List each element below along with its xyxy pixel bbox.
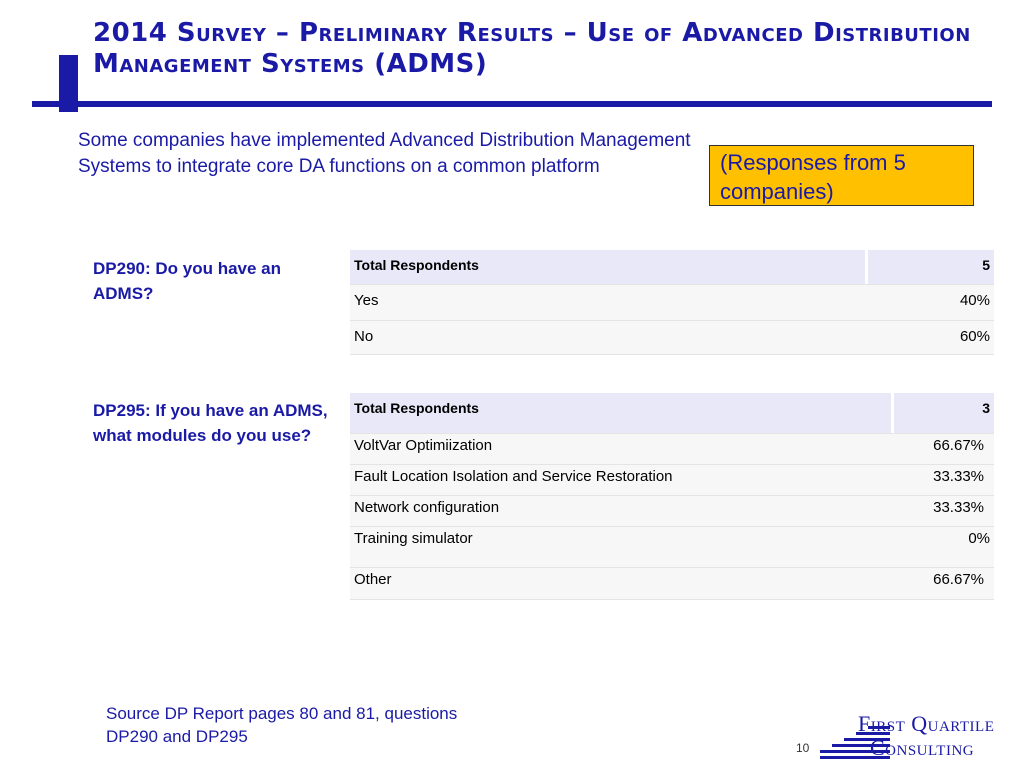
header-label: Total Respondents — [354, 257, 479, 273]
responses-callout: (Responses from 5 companies) — [709, 145, 974, 206]
page-title: 2014 Survey – Preliminary Results – Use of Advanced Distribution Management Systems (ADMS) — [93, 18, 971, 79]
row-value: 33.33% — [933, 468, 984, 485]
row-label: VoltVar Optimiization — [354, 437, 493, 454]
table-row — [350, 321, 994, 355]
header-label: Total Respondents — [354, 400, 479, 416]
company-logo — [858, 712, 1024, 760]
table-row — [350, 285, 994, 321]
table-row — [350, 496, 994, 527]
row-value: 33.33% — [933, 499, 984, 516]
row-label: Yes — [354, 292, 379, 309]
row-value: 0% — [968, 530, 990, 547]
row-label: Other — [354, 571, 392, 588]
table-row — [350, 527, 994, 568]
logo-line-1: First Quartile — [858, 711, 995, 736]
table-header-row — [350, 393, 994, 434]
row-label: Fault Location Isolation and Service Restoration — [354, 468, 673, 485]
table-header-row — [350, 250, 994, 285]
table-row — [350, 434, 994, 465]
dp295-table — [350, 393, 994, 600]
row-label: No — [354, 328, 374, 345]
row-value: 66.67% — [933, 437, 984, 454]
row-value: 66.67% — [933, 571, 984, 588]
source-note: Source DP Report pages 80 and 81, questions DP290 and DP295 — [106, 704, 458, 746]
row-value: 40% — [959, 292, 990, 309]
row-label: Training simulator — [354, 530, 473, 547]
table-row — [350, 568, 994, 600]
question-dp290: DP290: Do you have an ADMS? — [93, 259, 282, 303]
row-value: 60% — [959, 328, 990, 345]
logo-line-2: Consulting — [870, 735, 975, 760]
table-row — [350, 465, 994, 496]
header-separator — [891, 393, 894, 433]
question-dp295: DP295: If you have an ADMS, what modules do you use? — [93, 401, 328, 445]
page-number: 10 — [796, 741, 810, 755]
intro-text: Some companies have implemented Advanced Distribution Management Systems to integrate core DA functions on a common platform — [78, 130, 691, 177]
header-value: 5 — [982, 257, 990, 273]
header-value: 3 — [982, 400, 990, 416]
header-separator — [865, 250, 868, 284]
title-divider — [32, 101, 992, 107]
dp290-table — [350, 250, 994, 355]
row-label: Network configuration — [354, 499, 500, 516]
